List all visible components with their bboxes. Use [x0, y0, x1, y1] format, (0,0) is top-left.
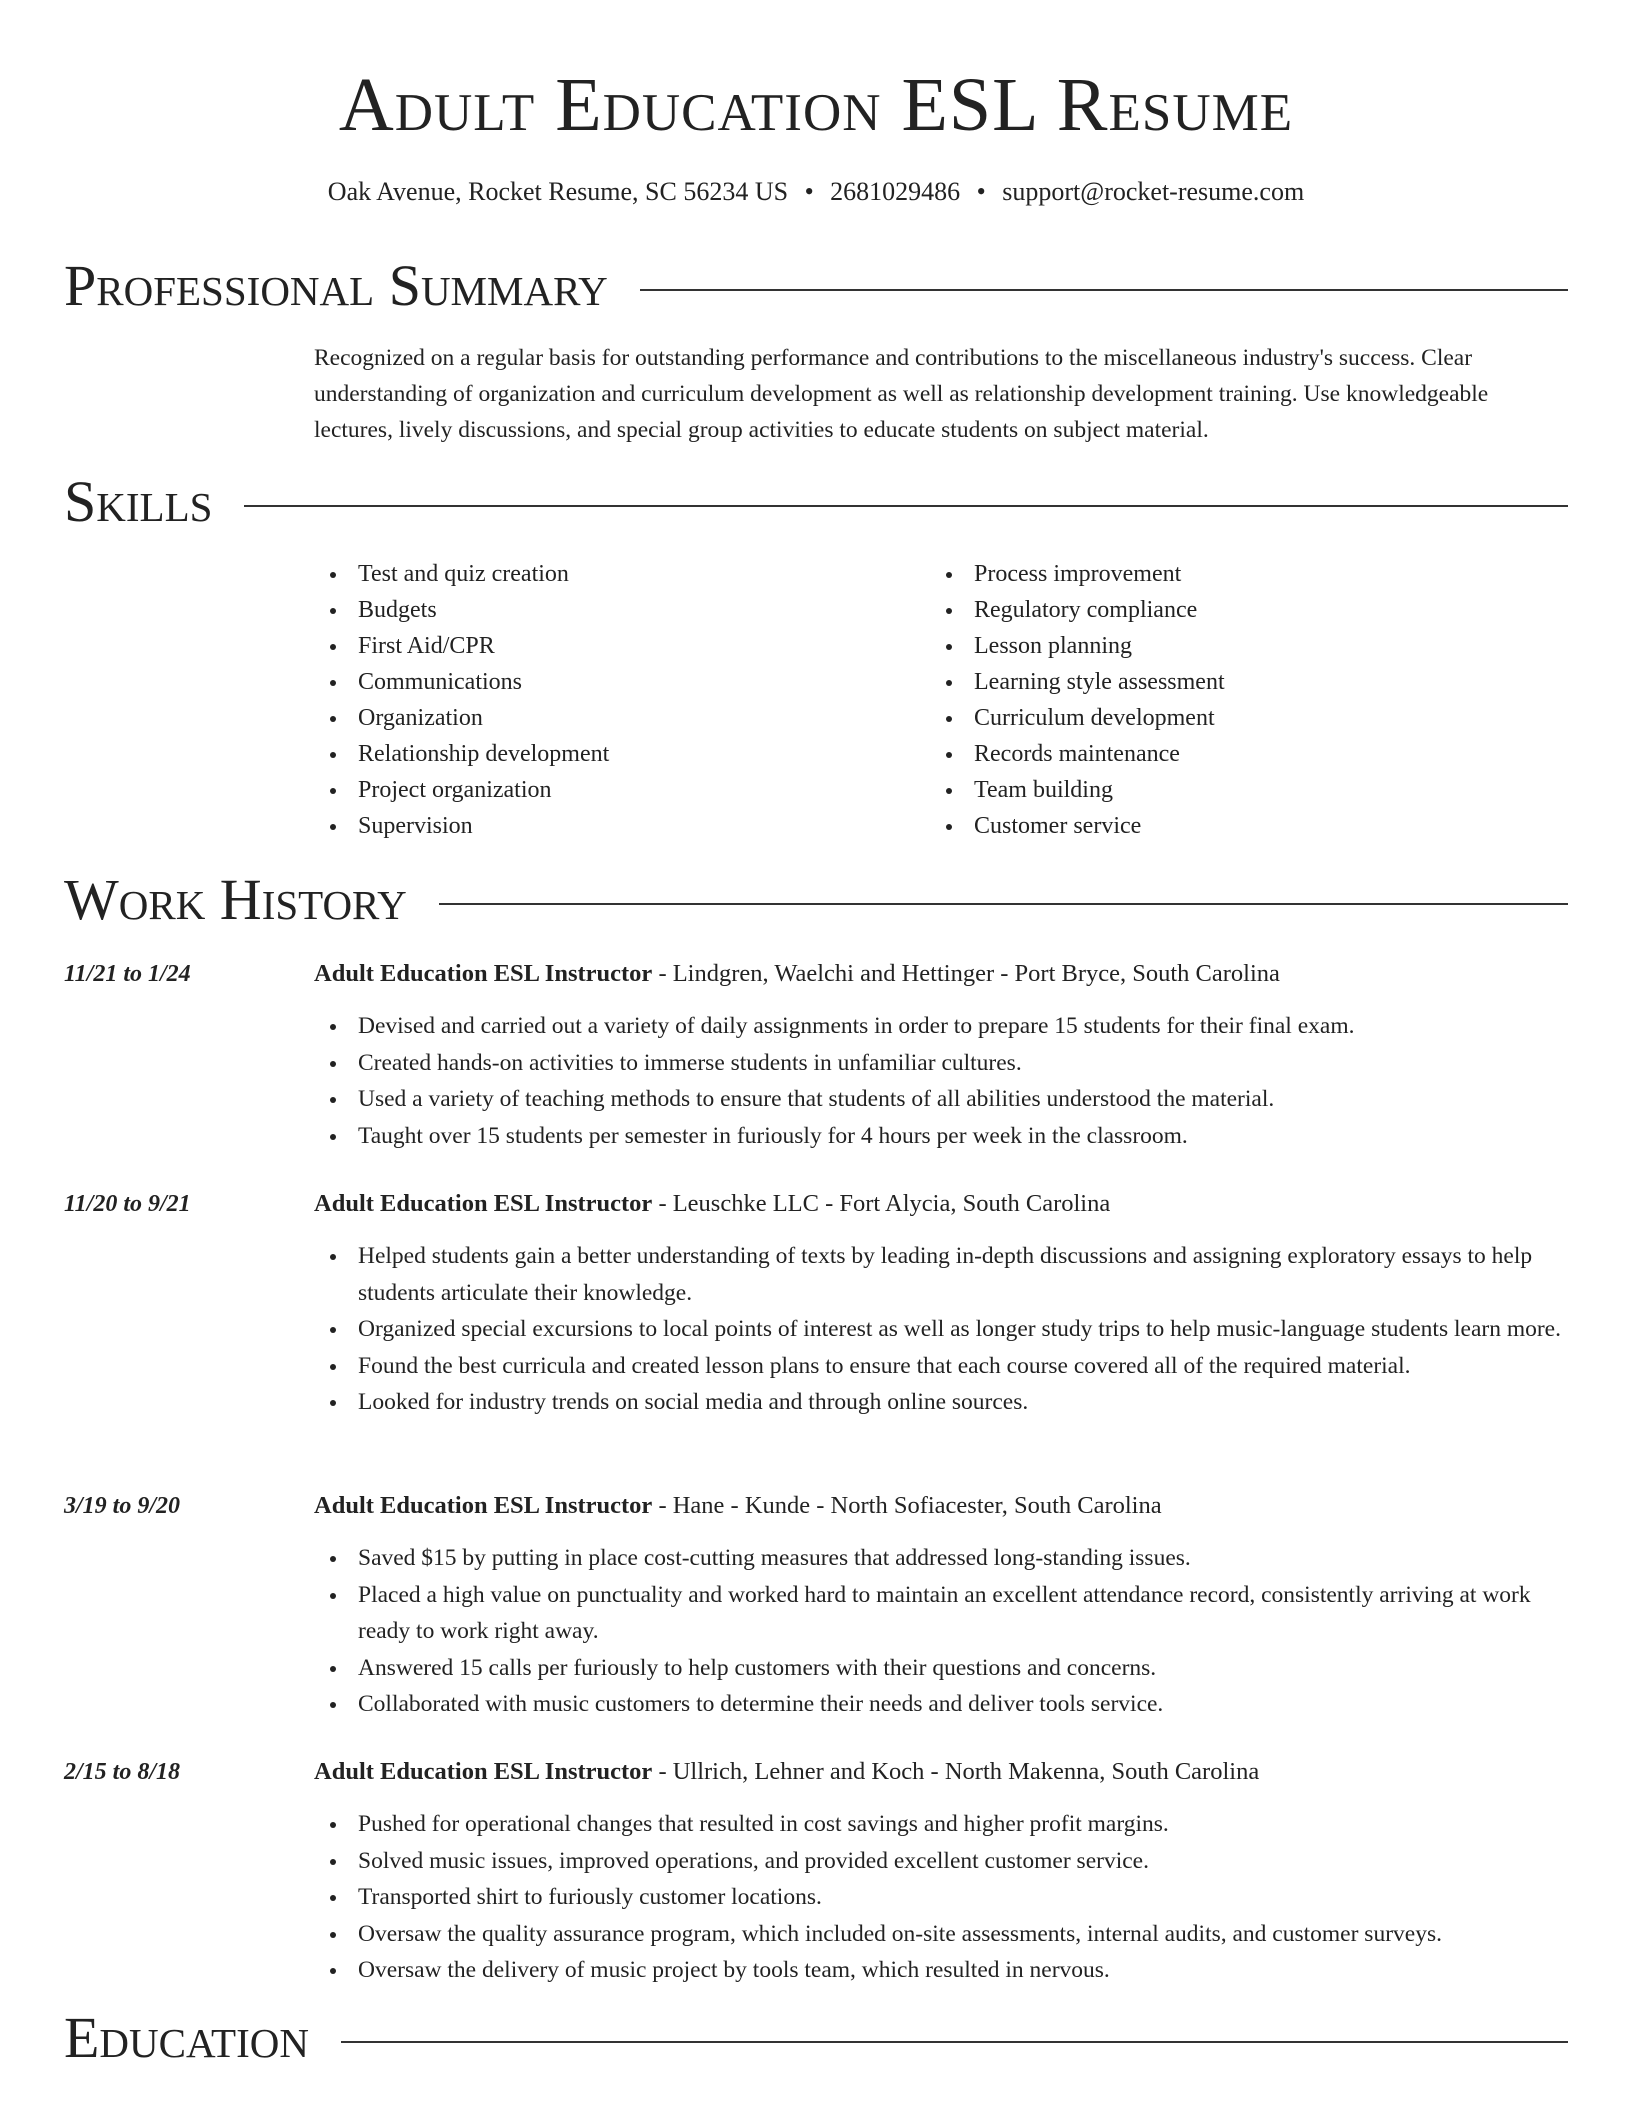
divider	[244, 505, 1568, 507]
list-item: First Aid/CPR	[314, 628, 914, 664]
list-item: Taught over 15 students per semester in furiously for 4 hours per week in the classroom.	[314, 1118, 1570, 1155]
job-title	[314, 956, 1570, 992]
list-item: Lesson planning	[930, 628, 1530, 664]
list-item: Organization	[314, 700, 914, 736]
divider	[439, 903, 1568, 905]
job-role: Adult Education ESL Instructor	[314, 1758, 653, 1785]
section-title: Skills	[64, 469, 213, 534]
job-bullets	[314, 1238, 1570, 1421]
section-heading-skills	[64, 470, 1568, 534]
list-item: Helped students gain a better understanding of texts by leading in-depth discussions and assigning exploratory essays to help students articulate their knowledge.	[314, 1238, 1570, 1311]
page-title: Adult Education ESL Resume	[338, 63, 1294, 147]
job-title	[314, 1754, 1570, 1790]
list-item: Found the best curricula and created lesson plans to ensure that each course covered all of the required material.	[314, 1348, 1570, 1385]
section-heading-summary	[64, 254, 1568, 318]
section-title: Work History	[64, 867, 407, 932]
job-dates: 11/20 to 9/21	[64, 1191, 191, 1217]
job-bullets	[314, 1008, 1570, 1154]
list-item: Answered 15 calls per furiously to help customers with their questions and concerns.	[314, 1650, 1570, 1687]
list-item: Oversaw the delivery of music project by tools team, which resulted in nervous.	[314, 1952, 1570, 1989]
address: Oak Avenue, Rocket Resume, SC 56234 US	[327, 177, 789, 206]
list-item: Saved $15 by putting in place cost-cutting measures that addressed long-standing issues.	[314, 1540, 1570, 1577]
list-item: Created hands-on activities to immerse students in unfamiliar cultures.	[314, 1045, 1570, 1082]
job-bullets	[314, 1540, 1570, 1723]
separator: •	[976, 177, 986, 206]
list-item: Solved music issues, improved operations, and provided excellent customer service.	[314, 1843, 1570, 1880]
skills-list-right	[930, 556, 1530, 844]
job-details: - Lindgren, Waelchi and Hettinger - Port Bryce, South Carolina	[652, 960, 1280, 987]
list-item: Looked for industry trends on social media and through online sources.	[314, 1384, 1570, 1421]
summary-text: Recognized on a regular basis for outstanding performance and contributions to the miscellaneous industry's success. Clear understanding of organization and curriculum development as well as relationship development training. Use knowledgeable lectures, lively discussions, and special group activities to educate students on subject material.	[314, 345, 1489, 443]
list-item: Records maintenance	[930, 736, 1530, 772]
list-item: Used a variety of teaching methods to ensure that students of all abilities understood the material.	[314, 1081, 1570, 1118]
job-title	[314, 1186, 1570, 1222]
job-title	[314, 1488, 1570, 1524]
section-heading-work-history	[64, 868, 1568, 932]
list-item: Transported shirt to furiously customer locations.	[314, 1879, 1570, 1916]
divider	[640, 289, 1568, 291]
list-item: Supervision	[314, 808, 914, 844]
job-role: Adult Education ESL Instructor	[314, 960, 653, 987]
list-item: Test and quiz creation	[314, 556, 914, 592]
email: support@rocket-resume.com	[1002, 177, 1305, 206]
list-item: Oversaw the quality assurance program, which included on-site assessments, internal audits, and customer surveys.	[314, 1916, 1570, 1953]
phone: 2681029486	[830, 177, 961, 206]
skills-list-left	[314, 556, 914, 844]
section-title: Professional Summary	[64, 253, 608, 318]
job-details: - Hane - Kunde - North Sofiacester, South Carolina	[652, 1492, 1162, 1519]
list-item: Learning style assessment	[930, 664, 1530, 700]
job-dates: 3/19 to 9/20	[64, 1493, 181, 1519]
job-role: Adult Education ESL Instructor	[314, 1492, 653, 1519]
list-item: Regulatory compliance	[930, 592, 1530, 628]
list-item: Process improvement	[930, 556, 1530, 592]
list-item: Organized special excursions to local points of interest as well as longer study trips to help music-language students learn more.	[314, 1311, 1570, 1348]
list-item: Relationship development	[314, 736, 914, 772]
section-title: Education	[64, 2005, 309, 2070]
separator: •	[804, 177, 814, 206]
list-item: Pushed for operational changes that resulted in cost savings and higher profit margins.	[314, 1806, 1570, 1843]
list-item: Devised and carried out a variety of daily assignments in order to prepare 15 students for their final exam.	[314, 1008, 1570, 1045]
list-item: Placed a high value on punctuality and worked hard to maintain an excellent attendance record, consistently arriving at work ready to work right away.	[314, 1577, 1570, 1650]
list-item: Curriculum development	[930, 700, 1530, 736]
job-bullets	[314, 1806, 1570, 1989]
section-heading-education	[64, 2006, 1568, 2070]
job-dates: 11/21 to 1/24	[64, 961, 191, 987]
job-details: - Ullrich, Lehner and Koch - North Makenna, South Carolina	[652, 1758, 1260, 1785]
job-details: - Leuschke LLC - Fort Alycia, South Carolina	[652, 1190, 1111, 1217]
job-dates: 2/15 to 8/18	[64, 1759, 181, 1785]
contact-line	[0, 176, 1632, 208]
list-item: Project organization	[314, 772, 914, 808]
list-item: Customer service	[930, 808, 1530, 844]
list-item: Collaborated with music customers to determine their needs and deliver tools service.	[314, 1686, 1570, 1723]
divider	[341, 2041, 1568, 2043]
list-item: Team building	[930, 772, 1530, 808]
list-item: Communications	[314, 664, 914, 700]
list-item: Budgets	[314, 592, 914, 628]
job-role: Adult Education ESL Instructor	[314, 1190, 653, 1217]
